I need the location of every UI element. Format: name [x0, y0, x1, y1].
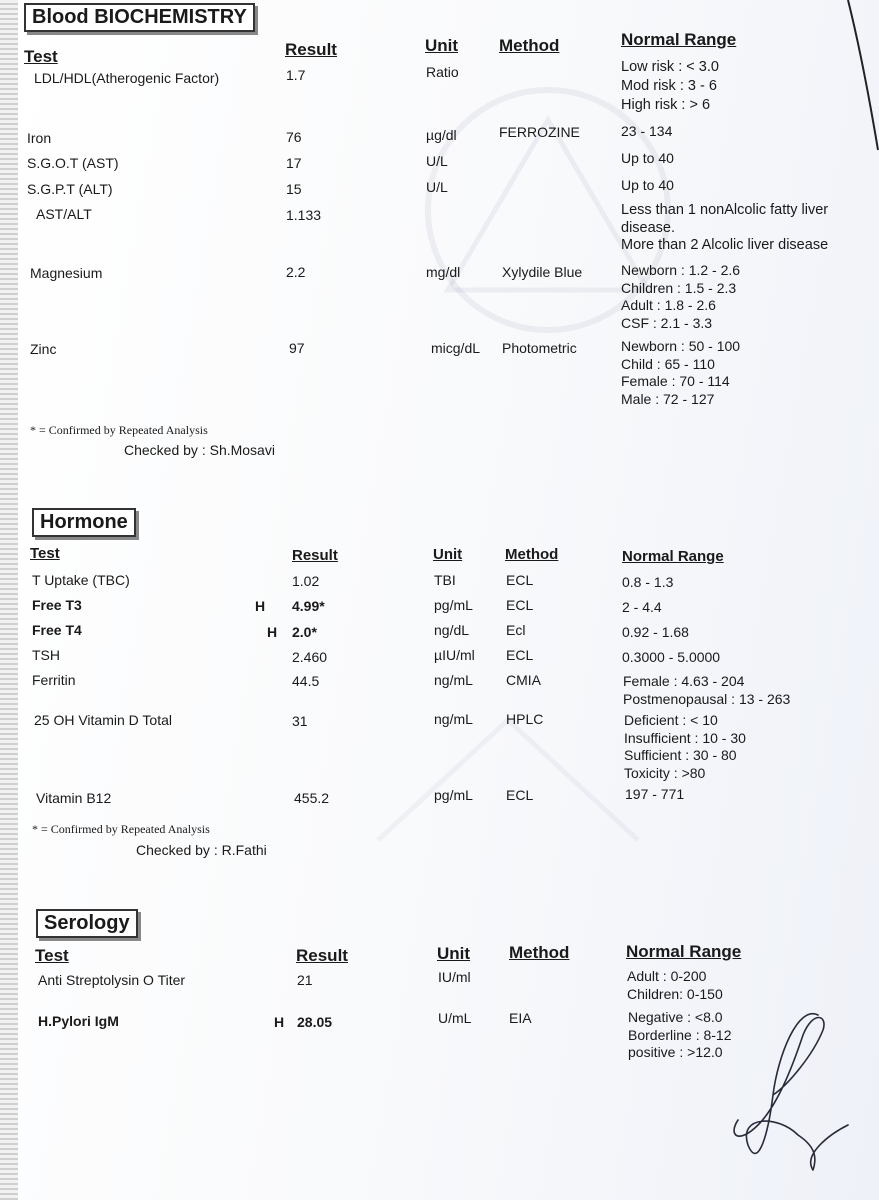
biochem-header-result: Result: [285, 40, 337, 59]
hormone-result-free-t3: 4.99*: [292, 598, 325, 614]
range-line: High risk : > 6: [621, 97, 711, 113]
hormone-method-t-uptake: ECL: [506, 572, 534, 588]
paper-edge: [0, 0, 18, 1200]
biochemistry-section-title: Blood BIOCHEMISTRY: [24, 3, 255, 32]
biochem-result-ast-alt: 1.133: [286, 207, 322, 223]
biochem-test-sgot: S.G.O.T (AST): [27, 155, 119, 171]
report-page: [18, 0, 879, 1200]
serology-result-h-pylori: 28.05: [297, 1014, 333, 1030]
serology-method-h-pylori: EIA: [509, 1010, 532, 1026]
hormone-result-tsh: 2.460: [292, 649, 328, 665]
hormone-header-range: Normal Range: [622, 548, 724, 565]
hormone-range-t-uptake: 0.8 - 1.3: [622, 574, 674, 590]
hormone-method-vitamin-b12: ECL: [506, 787, 534, 803]
biochem-result-ldl-hdl: 1.7: [286, 67, 306, 83]
hormone-unit-ferritin: ng/mL: [434, 672, 473, 688]
range-line: Male : 72 - 127: [621, 390, 715, 407]
biochem-result-magnesium: 2.2: [286, 264, 306, 280]
hormone-method-free-t4: Ecl: [506, 622, 526, 638]
hormone-test-ferritin: Ferritin: [32, 672, 76, 688]
hormone-range-vitamin-d: [624, 712, 746, 782]
biochem-method-zinc: Photometric: [502, 340, 577, 356]
hormone-result-ferritin: 44.5: [292, 673, 320, 689]
biochem-unit-iron: µg/dl: [426, 127, 457, 143]
biochem-result-iron: 76: [286, 129, 302, 145]
biochem-test-sgpt: S.G.P.T (ALT): [27, 181, 113, 197]
range-line: Female : 4.63 - 204: [623, 673, 745, 689]
hormone-range-free-t4: 0.92 - 1.68: [622, 624, 689, 640]
serology-unit-h-pylori: U/mL: [438, 1010, 472, 1026]
biochem-header-unit: Unit: [425, 36, 459, 55]
hormone-result-vitamin-d: 31: [292, 713, 308, 729]
serology-unit-aso: IU/ml: [438, 969, 471, 985]
biochem-method-iron: FERROZINE: [499, 124, 580, 140]
biochem-unit-ldl-hdl: Ratio: [426, 64, 459, 80]
hormone-flag-free-t3: H: [255, 598, 266, 614]
hormone-test-free-t4: Free T4: [32, 622, 82, 638]
biochem-method-magnesium: Xylydile Blue: [502, 264, 583, 280]
range-line: Low risk : < 3.0: [621, 59, 719, 75]
range-line: Less than 1 nonAlcolic fatty liver: [621, 202, 829, 218]
hormone-result-t-uptake: 1.02: [292, 573, 320, 589]
biochem-unit-magnesium: mg/dl: [426, 264, 461, 280]
biochem-unit-zinc: micg/dL: [431, 340, 481, 356]
range-line: Toxicity : >80: [624, 764, 706, 781]
hormone-unit-vitamin-d: ng/mL: [434, 711, 473, 727]
range-line: Adult : 0-200: [627, 968, 707, 984]
hormone-test-free-t3: Free T3: [32, 597, 82, 613]
signature-icon: [718, 995, 858, 1180]
serology-header-result: Result: [296, 946, 348, 965]
biochem-result-sgot: 17: [286, 155, 302, 171]
hormone-range-free-t3: 2 - 4.4: [622, 599, 662, 615]
biochem-unit-sgpt: U/L: [426, 179, 448, 195]
hormone-flag-free-t4: H: [267, 624, 278, 640]
hormone-result-vitamin-b12: 455.2: [294, 790, 330, 806]
hormone-unit-tsh: µIU/ml: [434, 647, 475, 663]
hormone-test-t-uptake: T Uptake (TBC): [32, 572, 130, 588]
serology-header-unit: Unit: [437, 944, 471, 963]
biochem-confirmed-note: * = Confirmed by Repeated Analysis: [30, 423, 208, 437]
serology-header-test: Test: [35, 946, 69, 965]
hormone-header-test: Test: [30, 545, 60, 562]
biochem-header-test: Test: [24, 47, 58, 66]
range-line: Newborn : 50 - 100: [621, 338, 741, 354]
biochem-test-magnesium: Magnesium: [30, 265, 103, 281]
biochem-header-range: Normal Range: [621, 30, 737, 49]
hormone-header-method: Method: [505, 546, 559, 563]
biochem-result-zinc: 97: [289, 340, 305, 356]
biochem-unit-sgot: U/L: [426, 153, 448, 169]
biochem-checked-by: Checked by : Sh.Mosavi: [124, 442, 275, 458]
range-line: Children : 1.5 - 2.3: [621, 279, 737, 296]
range-line: disease.: [621, 219, 676, 236]
biochem-range-sgpt: Up to 40: [621, 177, 674, 193]
serology-range-aso: [627, 968, 723, 1003]
biochem-test-ldl-hdl: LDL/HDL(Atherogenic Factor): [34, 70, 220, 86]
biochem-range-ldl-hdl: [621, 58, 719, 115]
range-line: More than 2 Alcolic liver disease: [621, 237, 829, 253]
range-line: Newborn : 1.2 - 2.6: [621, 262, 741, 278]
serology-section-title: Serology: [36, 909, 138, 938]
range-line: Negative : <8.0: [628, 1009, 723, 1025]
range-line: CSF : 2.1 - 3.3: [621, 314, 713, 331]
hormone-method-free-t3: ECL: [506, 597, 534, 613]
biochem-range-zinc: [621, 338, 740, 408]
hormone-checked-by: Checked by : R.Fathi: [136, 842, 267, 858]
serology-header-method: Method: [509, 943, 570, 962]
range-line: Postmenopausal : 13 - 263: [623, 690, 791, 707]
range-line: Sufficient : 30 - 80: [624, 747, 737, 763]
hormone-header-result: Result: [292, 547, 338, 564]
serology-range-h-pylori: [628, 1009, 732, 1062]
serology-result-aso: 21: [297, 972, 313, 988]
hormone-method-ferritin: CMIA: [506, 672, 541, 688]
hormone-section-title: Hormone: [32, 508, 136, 537]
range-line: Child : 65 - 110: [621, 355, 715, 372]
hormone-unit-t-uptake: TBI: [434, 572, 456, 588]
serology-test-aso: Anti Streptolysin O Titer: [38, 972, 186, 988]
hormone-unit-free-t3: pg/mL: [434, 597, 473, 613]
range-line: Female : 70 - 114: [621, 373, 730, 389]
biochem-result-sgpt: 15: [286, 181, 302, 197]
hormone-range-ferritin: [623, 673, 790, 708]
hormone-test-vitamin-b12: Vitamin B12: [36, 790, 112, 806]
range-line: Children: 0-150: [627, 985, 723, 1002]
hormone-test-vitamin-d: 25 OH Vitamin D Total: [34, 712, 172, 728]
hormone-range-vitamin-b12: 197 - 771: [625, 786, 685, 802]
biochem-range-iron: 23 - 134: [621, 123, 673, 139]
hormone-unit-free-t4: ng/dL: [434, 622, 470, 638]
biochem-test-ast-alt: AST/ALT: [36, 206, 92, 222]
serology-flag-h-pylori: H: [274, 1014, 285, 1030]
biochem-test-iron: Iron: [27, 130, 52, 146]
hormone-test-tsh: TSH: [32, 647, 60, 663]
hormone-method-vitamin-d: HPLC: [506, 711, 544, 727]
range-line: Adult : 1.8 - 2.6: [621, 297, 716, 313]
serology-test-h-pylori: H.Pylori IgM: [38, 1013, 119, 1029]
range-line: Insufficient : 10 - 30: [624, 729, 746, 746]
biochem-range-magnesium: [621, 262, 740, 332]
hormone-confirmed-note: * = Confirmed by Repeated Analysis: [32, 822, 210, 836]
page-curl-line-icon: [828, 0, 879, 160]
hormone-range-tsh: 0.3000 - 5.0000: [622, 649, 721, 665]
biochem-header-method: Method: [499, 36, 560, 55]
range-line: positive : >12.0: [628, 1044, 723, 1060]
biochem-test-zinc: Zinc: [30, 341, 57, 357]
hormone-method-tsh: ECL: [506, 647, 534, 663]
hormone-header-unit: Unit: [433, 546, 463, 563]
serology-header-range: Normal Range: [626, 942, 742, 961]
range-line: Deficient : < 10: [624, 712, 718, 728]
hormone-unit-vitamin-b12: pg/mL: [434, 787, 473, 803]
range-line: Mod risk : 3 - 6: [621, 78, 717, 94]
hormone-result-free-t4: 2.0*: [292, 624, 317, 640]
range-line: Borderline : 8-12: [628, 1026, 732, 1043]
biochem-range-ast-alt: [621, 202, 828, 255]
biochem-range-sgot: Up to 40: [621, 150, 674, 166]
